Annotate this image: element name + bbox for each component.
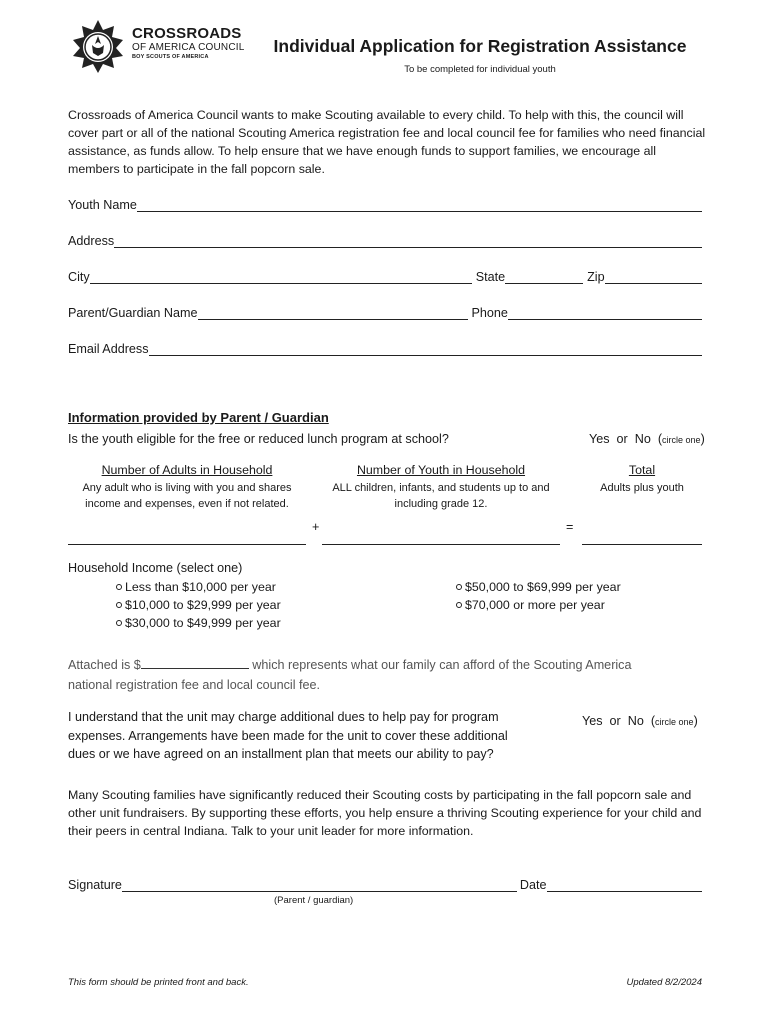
equals-sign: = (566, 520, 574, 534)
page-title: Individual Application for Registration Assistance (273, 36, 687, 56)
page-subtitle: To be completed for individual youth (404, 64, 556, 75)
youth-column-description: ALL children, infants, and students up to and including grade 12. (332, 482, 550, 510)
logo-line-2: OF AMERICA COUNCIL (132, 42, 245, 53)
radio-circle-icon[interactable] (116, 620, 122, 626)
income-option-label: $70,000 or more per year (465, 598, 605, 612)
council-logo (70, 18, 250, 76)
city-line[interactable] (90, 270, 472, 284)
plus-sign: + (312, 520, 320, 534)
dues-yes-no-text[interactable]: Yes or No ( (582, 714, 656, 728)
logo-line-1: CROSSROADS (132, 25, 242, 42)
lunch-close-paren: ) (700, 432, 705, 446)
income-options-left (116, 578, 281, 632)
council-emblem-icon (70, 18, 126, 74)
signature-note: (Parent / guardian) (274, 895, 354, 906)
email-line[interactable] (149, 342, 703, 356)
lunch-circle-one: circle one (662, 435, 701, 445)
footer-updated-date: Updated 8/2/2024 (626, 977, 702, 988)
adults-column-description: Any adult who is living with you and shares income and expenses, even if not related. (82, 482, 292, 510)
city-label: City (68, 270, 90, 284)
logo-line-3: BOY SCOUTS OF AMERICA (132, 54, 209, 60)
income-options-right (456, 578, 621, 614)
attached-line-2: national registration fee and local council fee. (68, 678, 321, 692)
zip-line[interactable] (605, 270, 702, 284)
radio-circle-icon[interactable] (116, 584, 122, 590)
income-option[interactable] (116, 578, 281, 596)
youth-count-line[interactable] (322, 544, 560, 545)
attached-amount-line[interactable] (141, 657, 249, 669)
youth-column-heading: Number of Youth in Household (356, 463, 526, 477)
state-label: State (475, 270, 506, 284)
income-option-label: $10,000 to $29,999 per year (125, 598, 281, 612)
phone-line[interactable] (508, 306, 702, 320)
dues-circle-one: circle one (655, 717, 694, 727)
income-option[interactable] (116, 596, 281, 614)
total-column-heading: Total (628, 463, 656, 477)
email-label: Email Address (68, 342, 149, 356)
attached-suffix: which represents what our family can afford of the Scouting America (248, 658, 632, 672)
city-state-zip-row (68, 268, 702, 284)
income-option[interactable] (456, 578, 621, 596)
income-option[interactable] (456, 596, 621, 614)
popcorn-paragraph: Many Scouting families have significantly reduced their Scouting costs by participating in the fall popcorn sale and other unit fundraisers. By supporting these efforts, you help ensure a thriving Scouting experience for your child and their peers in central Indiana. Talk to your unit leader for more information. (68, 788, 702, 838)
dues-close-paren: ) (693, 714, 698, 728)
parent-name-label: Parent/Guardian Name (68, 306, 198, 320)
youth-name-line[interactable] (137, 198, 702, 212)
signature-row (68, 876, 702, 892)
attached-prefix: Attached is $ (68, 658, 141, 672)
youth-name-field[interactable] (68, 196, 702, 212)
radio-circle-icon[interactable] (456, 602, 462, 608)
parent-section-heading: Information provided by Parent / Guardian (68, 410, 329, 425)
footer-print-note: This form should be printed front and back. (68, 977, 249, 988)
dues-statement: I understand that the unit may charge additional dues to help pay for program expenses. Arrangements have been made for the unit to cover these additional dues or we have agreed on an installment plan that meets our ability to pay? (68, 710, 508, 761)
intro-paragraph: Crossroads of America Council wants to make Scouting available to every child. To help with this, the council will cover part or all of the national Scouting America registration fee and local council fee for families who need financial assistance, as funds allow. To help ensure that we have enough funds to support families, we encourage all members to participate in the fall popcorn sale. (68, 108, 706, 176)
lunch-yes-no[interactable] (589, 432, 705, 446)
phone-label: Phone (471, 306, 508, 320)
address-label: Address (68, 234, 115, 248)
total-count-line[interactable] (582, 544, 702, 545)
date-label: Date (519, 878, 547, 892)
income-option-label: $30,000 to $49,999 per year (125, 616, 281, 630)
income-label: Household Income (select one) (68, 561, 243, 575)
total-column-description: Adults plus youth (600, 482, 684, 494)
youth-name-label: Youth Name (68, 198, 137, 212)
radio-circle-icon[interactable] (116, 602, 122, 608)
signature-line[interactable] (122, 878, 517, 892)
parent-phone-row (68, 304, 702, 320)
signature-label: Signature (68, 878, 122, 892)
income-option-label: Less than $10,000 per year (125, 580, 276, 594)
zip-label: Zip (587, 270, 605, 284)
income-option[interactable] (116, 614, 281, 632)
address-line[interactable] (114, 234, 702, 248)
attached-statement (68, 655, 631, 675)
state-line[interactable] (505, 270, 583, 284)
date-line[interactable] (547, 878, 702, 892)
adults-count-line[interactable] (68, 544, 306, 545)
lunch-yes-no-text[interactable]: Yes or No ( (589, 432, 663, 446)
email-field[interactable] (68, 340, 702, 356)
income-option-label: $50,000 to $69,999 per year (465, 580, 621, 594)
parent-name-line[interactable] (198, 306, 468, 320)
dues-yes-no[interactable] (582, 714, 698, 728)
radio-circle-icon[interactable] (456, 584, 462, 590)
address-field[interactable] (68, 232, 702, 248)
adults-column-heading: Number of Adults in Household (101, 463, 273, 477)
lunch-question: Is the youth eligible for the free or reduced lunch program at school? (68, 432, 449, 446)
